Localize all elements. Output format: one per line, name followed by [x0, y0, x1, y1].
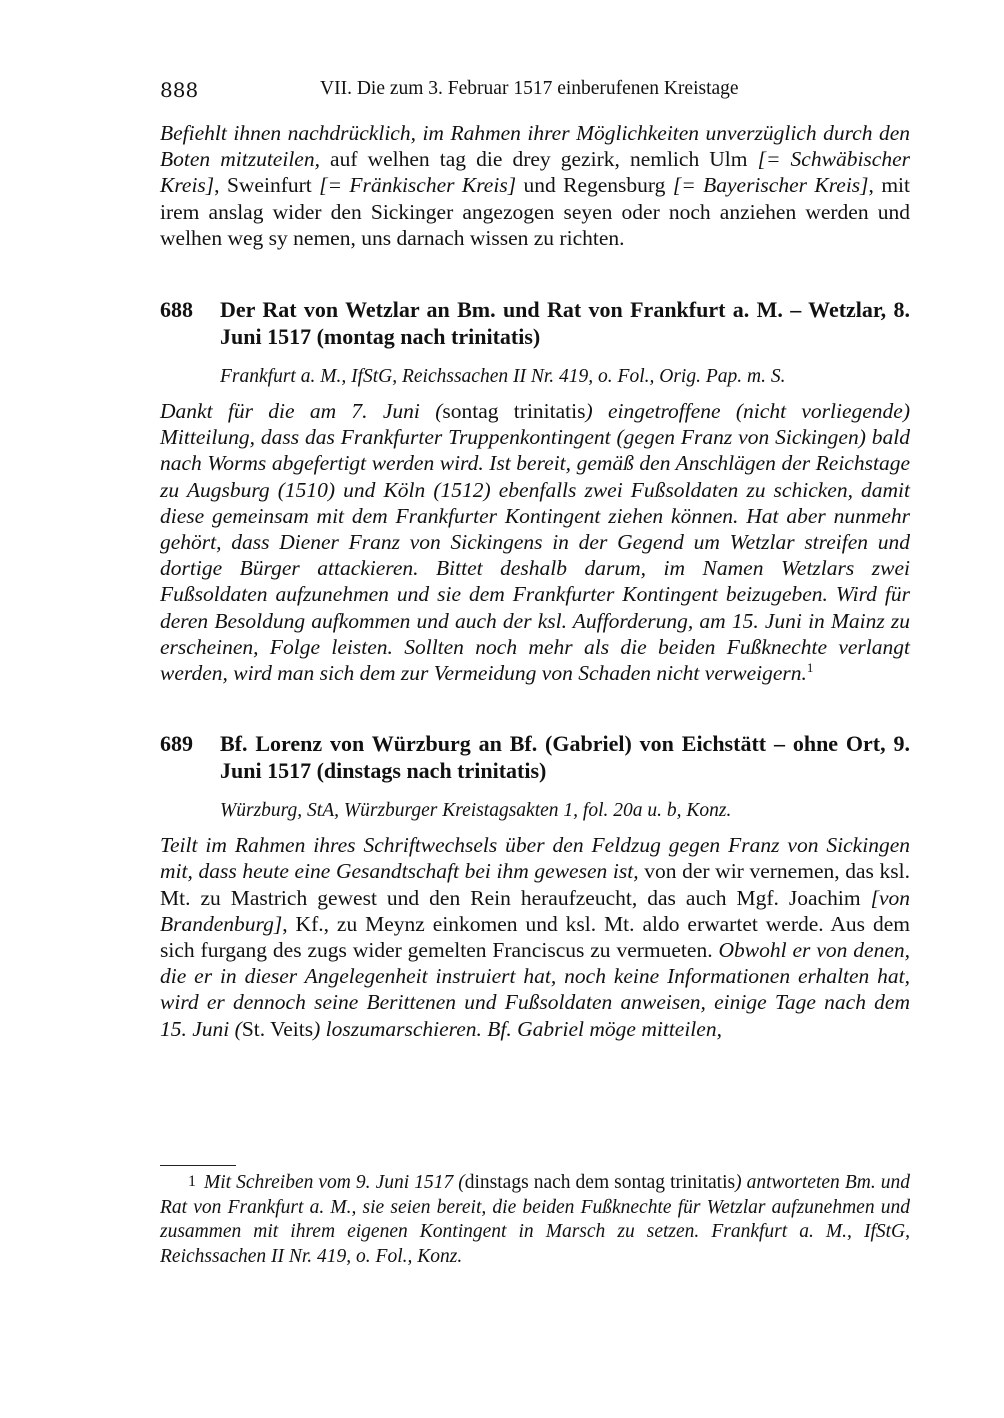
intro-text: , mit irem anslag wider den Sickinger angezogen seyen oder noch anziehen werden und welhen weg sy nemen, uns darnach wissen zu richten. — [160, 173, 910, 250]
footnotes — [160, 1165, 910, 1269]
footnote — [160, 1170, 910, 1269]
entry-source: Frankfurt a. M., IfStG, Reichssachen II Nr. 419, o. Fol., Orig. Pap. m. S. — [220, 366, 786, 388]
footnote-number: 1 — [188, 1173, 196, 1190]
footnote-divider — [160, 1165, 236, 1166]
entry-body — [160, 398, 910, 686]
footnote-reference[interactable]: 1 — [806, 659, 814, 675]
intro-text: [= Schwäbischer Kreis] — [160, 147, 910, 198]
intro-text: Befiehlt ihnen nachdrücklich, im Rahmen ihrer Möglichkeiten unverzüglich durch den Boten mitzuteilen, — [160, 121, 910, 172]
entry-number: 689 — [160, 731, 193, 757]
running-title: VII. Die zum 3. Februar 1517 einberufenen Kreistage — [320, 78, 739, 99]
body-text: Teilt im Rahmen ihres Schriftwechsels über den Feldzug gegen Franz von Sickingen mit, dass heute eine Gesandtschaft bei ihm gewesen ist, — [160, 833, 910, 884]
entry-title: Der Rat von Wetzlar an Bm. und Rat von Frankfurt a. M. – Wetzlar, 8. Juni 1517 (montag nach trinitatis) — [220, 297, 910, 350]
body-text: von der wir vernemen, das ksl. Mt. zu Mastrich gewest und den Rein heraufzeucht, das auch Mgf. Joachim — [160, 859, 910, 910]
body-text: [von Brandenburg] — [160, 885, 910, 936]
intro-text: [= Bayerischer Kreis] — [672, 173, 869, 198]
intro-text: [= Fränkischer Kreis] — [319, 173, 517, 198]
body-text: ) eingetroffene (nicht vorliegende) Mitteilung, dass das Frankfurter Truppenkontingent (gegen Franz von Sickingen) bald nach Worms abgefertigt werden wird. Ist bereit, gemäß den Anschlägen der Reichstage zu Augsburg (1510) und Köln (1512) ebenfalls zwei Fußsoldaten zu schicken, damit diese gemeinsam mit dem Frankfurter Kontingent ziehen können. Hat aber nunmehr gehört, dass Diener Franz von Sickingens in der Gegend um Wetzlar streifen und dortige Bürger attackieren. Bittet deshalb darum, im Namen Wetzlars zwei Fußsoldaten aufzunehmen und sie dem Frankfurter Kontingent beizugeben. Wird für deren Besoldung aufkommen und auch der ksl. Aufforderung, am 15. Juni in Mainz zu erscheinen, Folge leisten. Sollten noch mehr als die beiden Fußknechte verlangt werden, wird man sich dem zur Vermeidung von Schaden nicht verweigern. — [160, 399, 910, 686]
entry-body — [160, 832, 910, 1042]
footnote-text: dinstags nach dem sontag trinitatis — [464, 1172, 736, 1193]
footnote-text: Mit Schreiben vom 9. Juni 1517 ( — [204, 1172, 465, 1193]
intro-paragraph — [160, 120, 910, 251]
page-header — [160, 78, 910, 108]
footnote-text: ) antworteten Bm. und Rat von Frankfurt a. M., sie seien bereit, die beiden Fußknechte für Wetzlar aufzunehmen und zusammen mit ihrem eigenen Kontingent in Marsch zu setzen. Frankfurt a. M., IfStG, Reichssachen II Nr. 419, o. Fol., Konz. — [160, 1172, 910, 1267]
body-text: sontag trinitatis — [442, 399, 586, 424]
entry-source: Würzburg, StA, Würzburger Kreistagsakten 1, fol. 20a u. b, Konz. — [220, 800, 732, 822]
body-text: ) loszumarschieren. Bf. Gabriel möge mitteilen, — [313, 1016, 722, 1041]
body-text: Obwohl er von denen, die er in dieser Angelegenheit instruiert hat, noch keine Informationen erhalten hat, wird er dennoch seine Berittenen und Fußsoldaten anweisen, einige Tage nach dem 15. Juni ( — [160, 938, 910, 1041]
body-text: St. Veits — [241, 1016, 314, 1041]
intro-text: und Regensburg — [516, 173, 673, 198]
body-text: Dankt für die am 7. Juni ( — [160, 399, 443, 424]
page-body — [160, 78, 910, 1042]
entry-number: 688 — [160, 297, 193, 323]
intro-text: auf welhen tag die drey gezirk, nemlich Ulm — [319, 147, 758, 172]
entry-heading — [160, 730, 910, 784]
body-text: , Kf., zu Meynz einkomen und ksl. Mt. aldo erwartet werde. Aus dem sich furgang des zugs wider gemelten Franciscus zu vermueten. — [160, 911, 910, 963]
page-number: 888 — [160, 78, 199, 102]
intro-text: , Sweinfurt — [214, 173, 320, 198]
entry-title: Bf. Lorenz von Würzburg an Bf. (Gabriel) von Eichstätt – ohne Ort, 9. Juni 1517 (dinstags nach trinitatis) — [220, 731, 910, 784]
entry-heading — [160, 296, 910, 350]
